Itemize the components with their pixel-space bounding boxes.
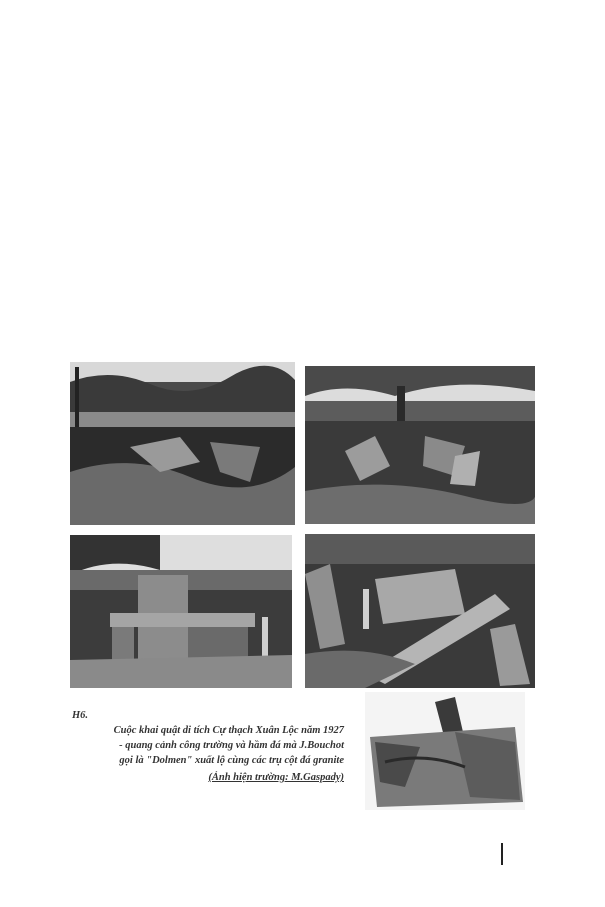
photo-credit: (Ảnh hiện trường: M.Gaspady) <box>208 772 344 783</box>
excavation-photo-1 <box>70 362 295 525</box>
figure-label: H6. <box>72 710 89 721</box>
stone-closeup-photo <box>365 692 525 810</box>
stone-slab-photo <box>305 534 535 688</box>
caption-line-2: - quang cảnh công trường và hầm đá mà J.Bouchot <box>119 740 344 751</box>
dolmen-photo <box>70 535 292 688</box>
excavation-photo-2 <box>305 366 535 524</box>
page-margin-mark <box>501 843 503 865</box>
figure-caption <box>72 708 344 785</box>
caption-line-3: gọi là "Dolmen" xuất lộ cùng các trụ cột đá granite <box>119 755 344 766</box>
caption-line-1: Cuộc khai quật di tích Cự thạch Xuân Lộc năm 1927 <box>113 725 344 736</box>
